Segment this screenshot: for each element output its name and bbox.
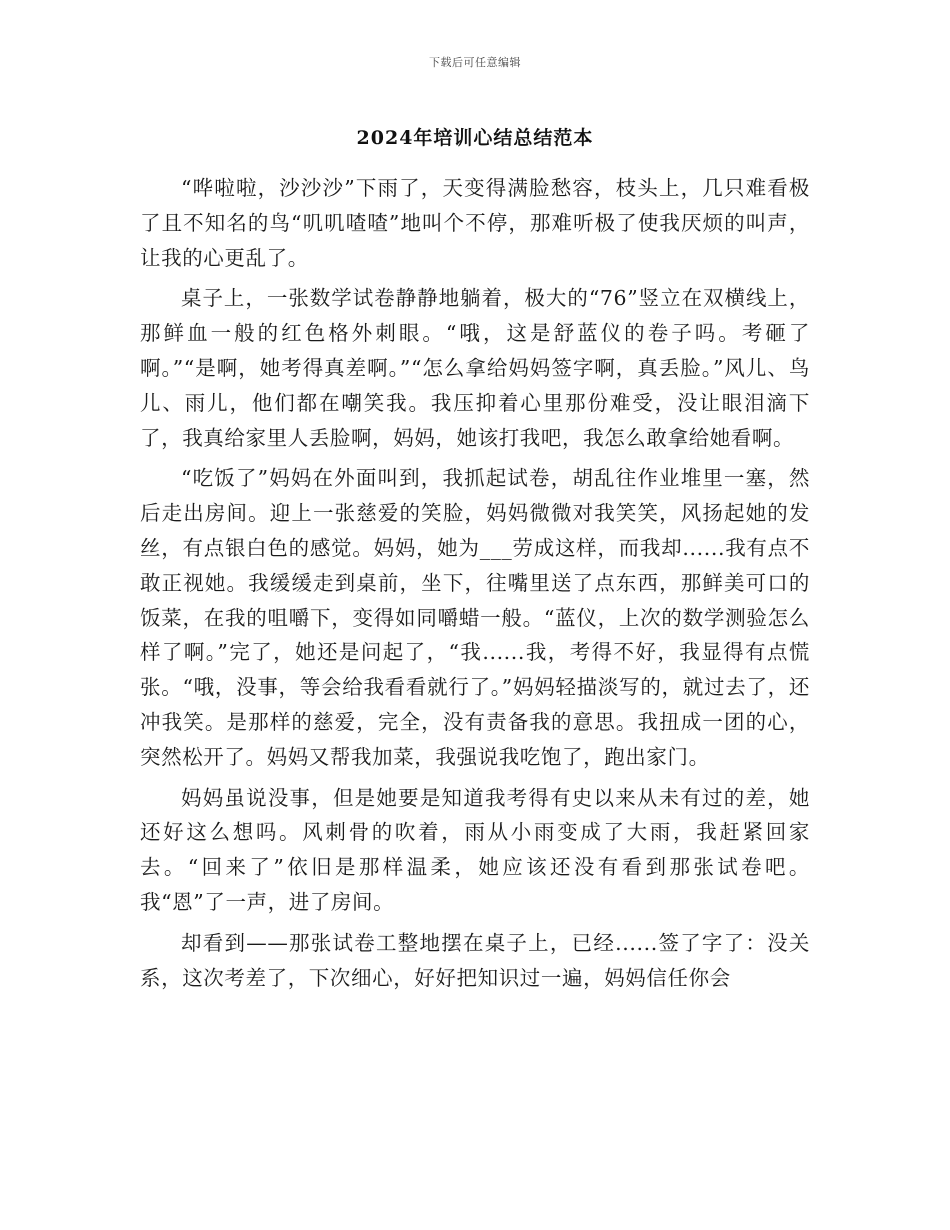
- paragraph: 却看到——那张试卷工整地摆在桌子上，已经......签了字了：没关系，这次考差了，下次细心，好好把知识过一遍，妈妈信任你会: [140, 930, 810, 990]
- paragraph: 妈妈虽说没事，但是她要是知道我考得有史以来从未有过的差，她还好这么想吗。风刺骨的吹着，雨从小雨变成了大雨，我赶紧回家去。“回来了”依旧是那样温柔，她应该还没有看到那张试卷吧。我“恩”了一声，进了房间。: [140, 785, 810, 914]
- paragraph: “吃饭了”妈妈在外面叫到，我抓起试卷，胡乱往作业堆里一塞，然后走出房间。迎上一张慈爱的笑脸，妈妈微微对我笑笑，风扬起她的发丝，有点银白色的感觉。妈妈，她为___劳成这样，而我却......我有点不敢正视她。我缓缓走到桌前，坐下，往嘴里送了点东西，那鲜美可口的饭菜，在我的咀嚼下，变得如同嚼蜡一般。“蓝仪，上次的数学测验怎么样了啊。”完了，她还是问起了，“我......我，考得不好，我显得有点慌张。“哦，没事，等会给我看看就行了。”妈妈轻描淡写的，就过去了，还冲我笑。是那样的慈爱，完全，没有责备我的意思。我扭成一团的心，突然松开了。妈妈又帮我加菜，我强说我吃饱了，跑出家门。: [140, 466, 810, 769]
- document-title: 2024年培训心结总结范本: [356, 127, 594, 149]
- paragraph: 桌子上，一张数学试卷静静地躺着，极大的“76”竖立在双横线上，那鲜血一般的红色格外刺眼。“哦，这是舒蓝仪的卷子吗。考砸了啊。”“是啊，她考得真差啊。”“怎么拿给妈妈签字啊，真丢脸。”风儿、鸟儿、雨儿，他们都在嘲笑我。我压抑着心里那份难受，没让眼泪滴下了，我真给家里人丢脸啊，妈妈，她该打我吧，我怎么敢拿给她看啊。: [140, 286, 810, 450]
- document-body: [140, 171, 810, 995]
- paragraph: “哗啦啦，沙沙沙”下雨了，天变得满脸愁容，枝头上，几只难看极了且不知名的鸟“叽叽喳喳”地叫个不停，那难听极了使我厌烦的叫声，让我的心更乱了。: [140, 176, 810, 270]
- header-note: 下载后可任意编辑: [429, 56, 521, 69]
